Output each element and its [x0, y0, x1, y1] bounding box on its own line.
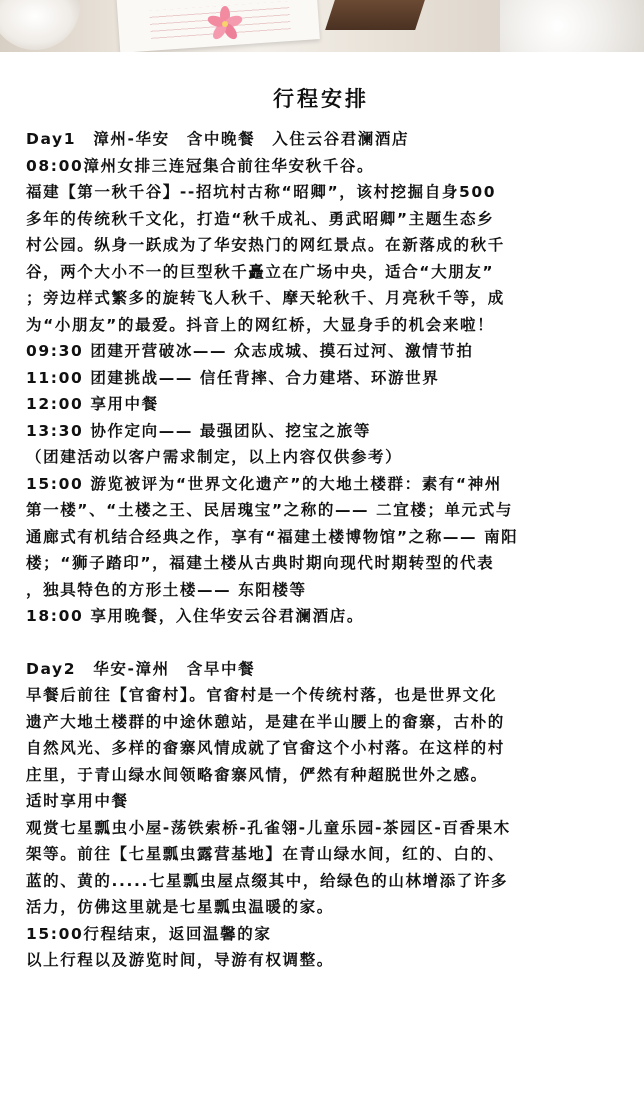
- text-line: 11:00 团建挑战—— 信任背摔、合力建塔、环游世界: [26, 368, 440, 387]
- frangipani-flower-icon: [205, 4, 245, 44]
- text-line: （团建活动以客户需求制定，以上内容仅供参考）: [26, 448, 403, 466]
- text-line: 09:30 团建开营破冰—— 众志成城、摸石过河、激情节拍: [26, 342, 474, 360]
- page-title: 行程安排: [273, 87, 369, 111]
- text-line: 15:00 游览被评为“世界文化遗产”的大地土楼群：素有“神州: [26, 474, 502, 493]
- text-line: 12:00 享用中餐: [26, 395, 159, 413]
- text-line: 福建【第一秋千谷】--招坑村古称“昭卿”，该村挖掘自身500: [26, 183, 497, 201]
- text-line: 13:30 协作定向—— 最强团队、挖宝之旅等: [26, 421, 371, 440]
- text-line: ，独具特色的方形土楼—— 东阳楼等: [26, 580, 307, 599]
- text-line: 观赏七星瓢虫小屋-荡铁索桥-孔雀翎-儿童乐园-茶园区-百香果木: [26, 818, 511, 837]
- text-line: 庄里，于青山绿水间领略畲寨风情，俨然有种超脱世外之感。: [26, 765, 488, 784]
- header-photo-banner: [0, 0, 644, 52]
- text-line: 早餐后前往【官畲村】。官畲村是一个传统村落，也是世界文化: [26, 686, 498, 704]
- text-line: 08:00漳州女排三连冠集合前往华安秋千谷。: [26, 156, 375, 175]
- day2-heading: Day2 华安-漳州 含早中餐: [26, 659, 256, 678]
- text-line: 架等。前往【七星瓢虫露营基地】在青山绿水间，红的、白的、: [26, 845, 505, 863]
- teacup-image: [0, 0, 80, 50]
- text-line: 适时享用中餐: [26, 792, 129, 810]
- wooden-box-image: [325, 0, 425, 30]
- day1-heading: Day1 漳州-华安 含中晚餐 入住云谷君澜酒店: [26, 130, 410, 148]
- section-spacer: [26, 630, 636, 656]
- text-line: 活力，仿佛这里就是七星瓢虫温暖的家。: [26, 898, 334, 916]
- text-line: 楼；“狮子踏印”，福建土楼从古典时期向现代时期转型的代表: [26, 554, 495, 572]
- text-line: 18:00 享用晚餐，入住华安云谷君澜酒店。: [26, 607, 364, 625]
- day2-section: [26, 656, 636, 974]
- text-line: 蓝的、黄的.....七星瓢虫屋点缀其中，给绿色的山林增添了许多: [26, 871, 509, 890]
- text-line: 遗产大地土楼群的中途休憩站，是建在半山腰上的畲寨，古朴的: [26, 712, 505, 731]
- text-line: 通廊式有机结合经典之作，享有“福建土楼博物馆”之称—— 南阳: [26, 527, 519, 546]
- text-line: ；旁边样式繁多的旋转飞人秋千、摩天轮秋千、月亮秋千等，成: [26, 289, 505, 307]
- itinerary-content: [26, 82, 636, 974]
- text-line: 自然风光、多样的畲寨风情成就了官畲这个小村落。在这样的村: [26, 739, 505, 757]
- text-line: 15:00行程结束，返回温馨的家: [26, 924, 272, 943]
- text-line: 第一楼”、“土楼之王、民居瑰宝”之称的—— 二宜楼；单元式与: [26, 501, 513, 519]
- text-line: 村公园。纵身一跃成为了华安热门的网红景点。在新落成的秋千: [26, 236, 505, 254]
- day1-section: [26, 126, 636, 630]
- text-line: 多年的传统秋千文化，打造“秋千成礼、勇武昭卿”主题生态乡: [26, 209, 495, 228]
- text-line: 谷，两个大小不一的巨型秋千矗立在广场中央，适合“大朋友”: [26, 262, 495, 281]
- text-line: 为“小朋友”的最爱。抖音上的网红桥，大显身手的机会来啦！: [26, 315, 495, 334]
- text-line: 以上行程以及游览时间，导游有权调整。: [26, 951, 334, 969]
- towel-image: [500, 0, 644, 52]
